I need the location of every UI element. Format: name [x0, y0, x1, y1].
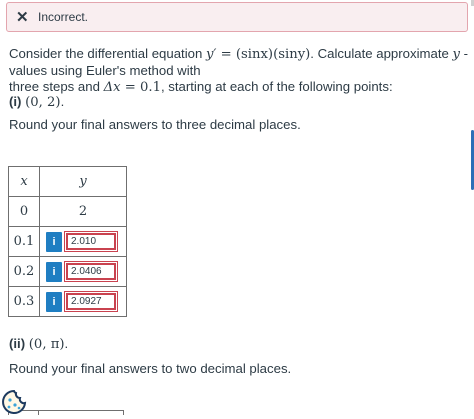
part-ii-table-divider — [38, 410, 39, 415]
eq-equals: = — [216, 47, 236, 62]
info-button[interactable]: i — [46, 232, 62, 252]
incorrect-alert — [6, 2, 468, 32]
part-ii-period: . — [64, 336, 69, 351]
x-cell: 0.1 — [9, 227, 40, 257]
part-i-label: (i) — [9, 94, 26, 109]
answer-cell — [40, 287, 127, 317]
part-i-heading — [9, 94, 64, 111]
question-post: -values using Euler's method with — [9, 46, 469, 78]
part-ii-point: (0, π) — [28, 337, 65, 352]
part-ii-instructions: Round your final answers to two decimal places. — [9, 361, 292, 376]
y-variable: y — [452, 47, 460, 62]
answer-input[interactable]: 2.0406 — [66, 263, 116, 280]
euler-table — [8, 166, 127, 317]
question-mid: . Calculate approximate — [310, 46, 453, 61]
alert-message: Incorrect. — [38, 10, 89, 24]
part-i-period: . — [60, 94, 65, 109]
table-row — [9, 227, 127, 257]
header-y: y — [40, 167, 127, 197]
close-x-icon: ✕ — [16, 9, 29, 26]
eq-lhs: y′ — [205, 47, 217, 62]
question-line2-pre: three steps and — [9, 79, 104, 94]
table-row — [9, 197, 127, 227]
answer-cell — [40, 227, 127, 257]
question-text — [9, 46, 469, 96]
answer-input[interactable]: 2.0927 — [66, 293, 116, 310]
cookie-icon[interactable] — [0, 388, 28, 416]
part-i-point: (0, 2) — [25, 95, 61, 110]
question-line2-post: , starting at each of the following points: — [160, 79, 393, 94]
question-intro: Consider the differential equation — [9, 46, 206, 61]
x-cell: 0 — [9, 197, 40, 227]
eq-rhs: (sinx)(siny) — [235, 47, 311, 62]
delta-x: Δx — [103, 80, 121, 95]
info-button[interactable]: i — [46, 292, 62, 312]
x-cell: 0.3 — [9, 287, 40, 317]
table-row — [9, 287, 127, 317]
part-ii-heading — [9, 336, 68, 353]
x-cell: 0.2 — [9, 257, 40, 287]
answer-input[interactable]: 2.010 — [66, 233, 116, 250]
answer-cell — [40, 257, 127, 287]
part-ii-label: (ii) — [9, 336, 29, 351]
table-header-row — [9, 167, 127, 197]
y-cell: 2 — [40, 197, 127, 227]
header-x: x — [9, 167, 40, 197]
table-row — [9, 257, 127, 287]
part-i-instructions: Round your final answers to three decimal places. — [9, 117, 301, 132]
info-button[interactable]: i — [46, 262, 62, 282]
delta-value: = 0.1 — [120, 80, 161, 95]
